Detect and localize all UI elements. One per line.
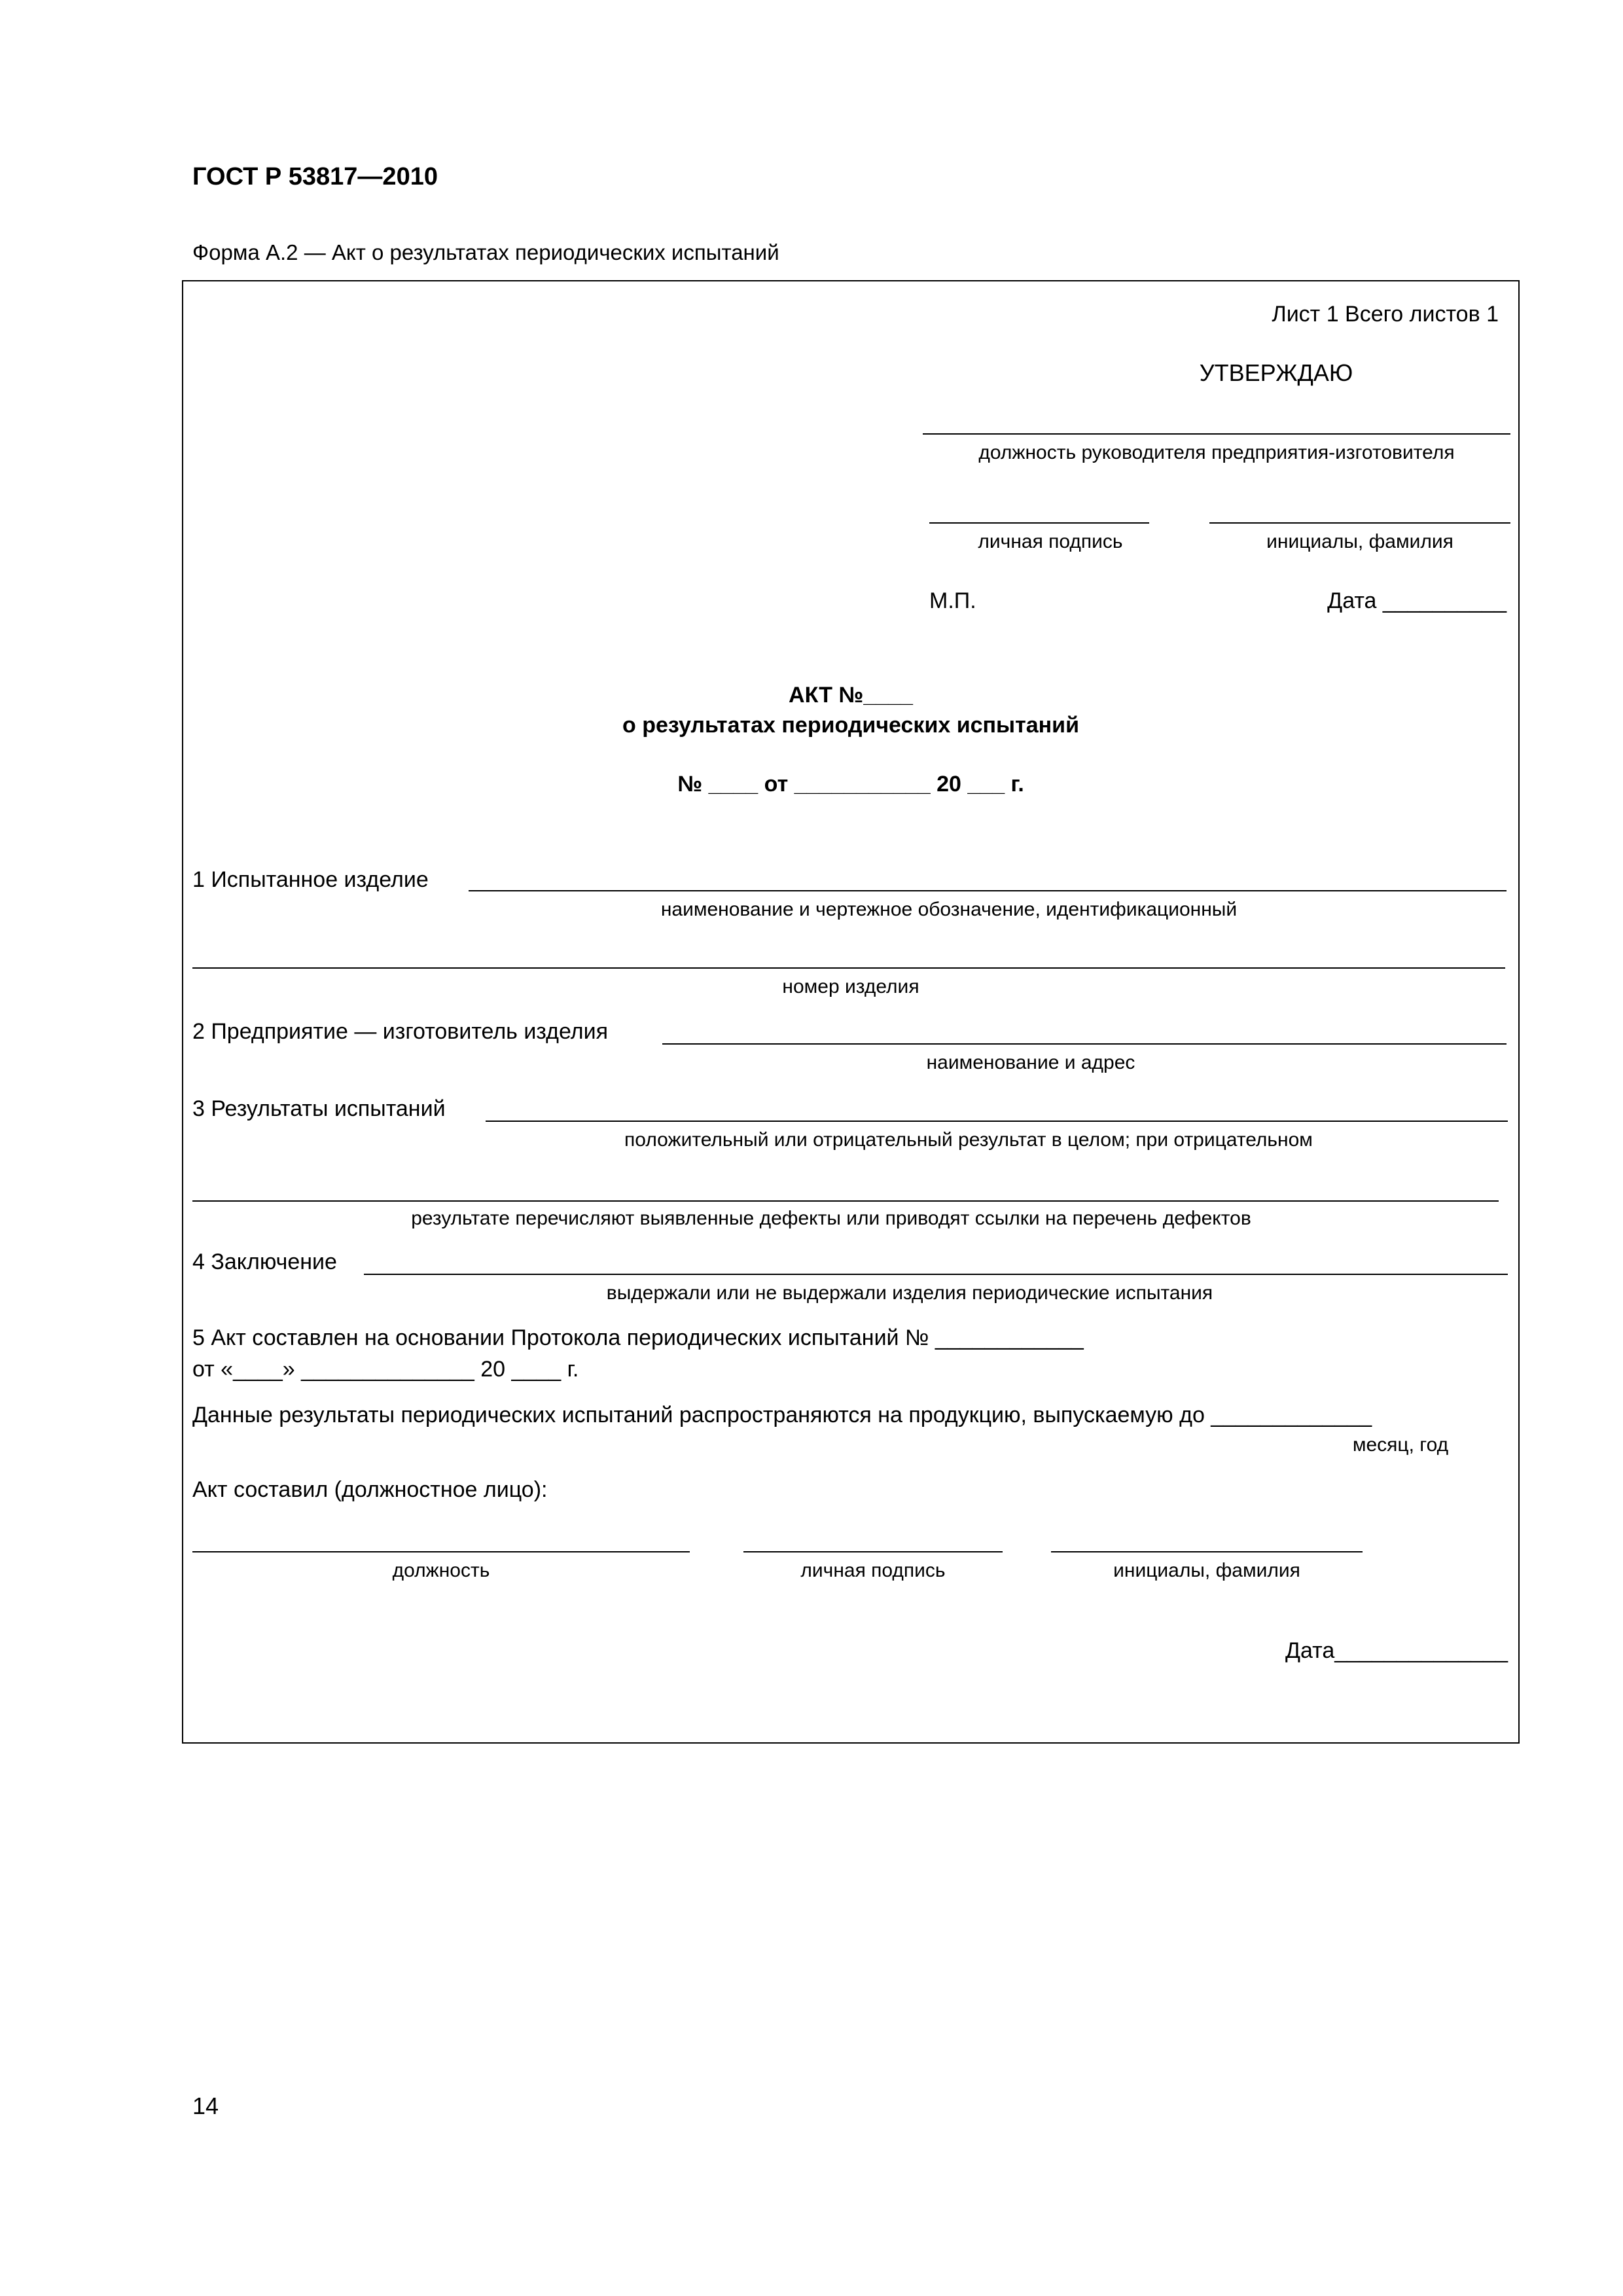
item3-caption1: положительный или отрицательный результат в целом; при отрицательном bbox=[624, 1129, 1313, 1151]
item5-line2: от «____» ______________ 20 ____ г. bbox=[192, 1357, 579, 1382]
approve-position-caption: должность руководителя предприятия-изготовителя bbox=[978, 442, 1455, 463]
item3-caption2: результате перечисляют выявленные дефекты или приводят ссылки на перечень дефектов bbox=[411, 1208, 1251, 1229]
item4-line bbox=[364, 1274, 1508, 1275]
approve-date: Дата __________ bbox=[1327, 588, 1507, 613]
act-number-title: АКТ №____ bbox=[789, 683, 913, 708]
seal-mark: М.П. bbox=[929, 588, 976, 613]
compiled-label: Акт составил (должностное лицо): bbox=[192, 1477, 548, 1502]
item2-caption: наименование и адрес bbox=[926, 1052, 1135, 1073]
compiled-position-caption: должность bbox=[392, 1560, 490, 1581]
item4-label: 4 Заключение bbox=[192, 1249, 337, 1274]
compiled-signature-line bbox=[743, 1551, 1003, 1552]
item3-line bbox=[486, 1121, 1508, 1122]
approve-signature-caption: личная подпись bbox=[978, 531, 1123, 552]
approve-title: УТВЕРЖДАЮ bbox=[1199, 359, 1353, 386]
item3-label: 3 Результаты испытаний bbox=[192, 1096, 446, 1121]
approve-position-line bbox=[923, 433, 1510, 435]
scope-text: Данные результаты периодических испытаний распространяются на продукцию, выпускаемую до _____________ bbox=[192, 1403, 1372, 1427]
item2-line bbox=[662, 1043, 1507, 1045]
approve-name-caption: инициалы, фамилия bbox=[1266, 531, 1454, 552]
item4-caption: выдержали или не выдержали изделия периодические испытания bbox=[606, 1282, 1213, 1304]
item1-label: 1 Испытанное изделие bbox=[192, 867, 429, 892]
page-number: 14 bbox=[192, 2092, 219, 2119]
scope-caption: месяц, год bbox=[1352, 1434, 1449, 1456]
form-caption: Форма А.2 — Акт о результатах периодических испытаний bbox=[192, 240, 779, 264]
act-reference-line: № ____ от ___________ 20 ___ г. bbox=[677, 772, 1024, 797]
compiled-name-caption: инициалы, фамилия bbox=[1113, 1560, 1300, 1581]
compiled-date: Дата______________ bbox=[1285, 1638, 1508, 1663]
item5-line1: 5 Акт составлен на основании Протокола периодических испытаний № ____________ bbox=[192, 1325, 1084, 1350]
item1-line2 bbox=[192, 967, 1505, 969]
compiled-name-line bbox=[1051, 1551, 1363, 1552]
standard-code: ГОСТ Р 53817—2010 bbox=[192, 163, 438, 190]
compiled-signature-caption: личная подпись bbox=[800, 1560, 946, 1581]
form-frame bbox=[182, 280, 1520, 1744]
approve-name-line bbox=[1209, 522, 1510, 524]
item3-line2 bbox=[192, 1200, 1499, 1202]
act-subject-title: о результатах периодических испытаний bbox=[622, 713, 1079, 738]
item1-line bbox=[469, 890, 1507, 891]
compiled-position-line bbox=[192, 1551, 690, 1552]
item1-caption1: наименование и чертежное обозначение, идентификационный bbox=[660, 899, 1238, 920]
sheet-info: Лист 1 Всего листов 1 bbox=[1272, 302, 1499, 327]
approve-signature-line bbox=[929, 522, 1149, 524]
item1-caption2: номер изделия bbox=[782, 976, 919, 997]
item2-label: 2 Предприятие — изготовитель изделия bbox=[192, 1019, 609, 1044]
